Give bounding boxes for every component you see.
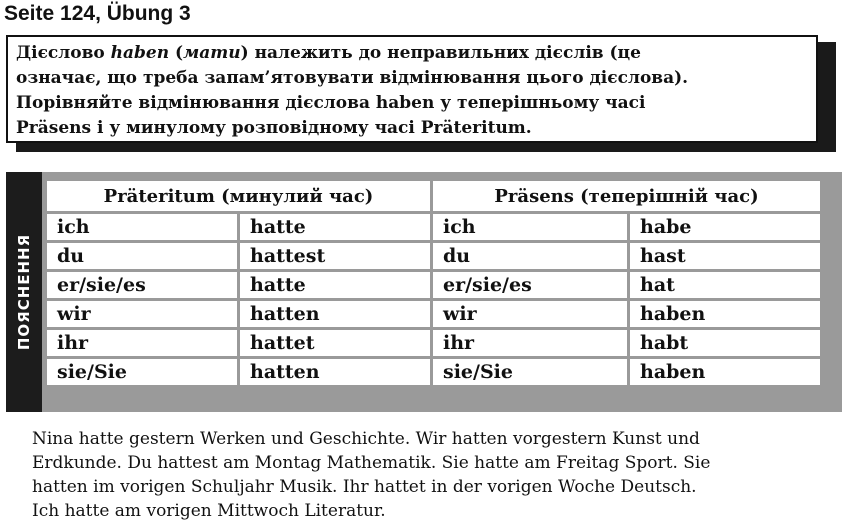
header-prateritum: Präteritum (минулий час): [47, 181, 430, 211]
task-instructions: [6, 35, 818, 143]
pronoun-cell: ich: [47, 214, 237, 240]
table-row: [47, 330, 820, 356]
task-line-4: Präsens і у минулому розповідному часі Präteritum.: [16, 118, 532, 138]
prasens-form-cell: hast: [630, 243, 820, 269]
pronoun-cell: wir: [433, 301, 627, 327]
task-line-2: означає, що треба запам’ятовувати відмінювання цього дієслова).: [16, 68, 689, 88]
table-row: [47, 214, 820, 240]
pronoun-cell: sie/Sie: [47, 359, 237, 385]
table-row: [47, 359, 820, 385]
prateritum-form-cell: hatte: [240, 214, 430, 240]
prateritum-form-cell: hattest: [240, 243, 430, 269]
table-row: [47, 301, 820, 327]
conjugation-table: [44, 178, 823, 388]
prasens-form-cell: hat: [630, 272, 820, 298]
explanation-label: ПОЯСНЕННЯ: [15, 233, 33, 351]
exercise-text: [32, 427, 842, 523]
table-row: [47, 272, 820, 298]
prateritum-form-cell: hattet: [240, 330, 430, 356]
pronoun-cell: ich: [433, 214, 627, 240]
header-prasens: Präsens (теперішній час): [433, 181, 820, 211]
pronoun-cell: er/sie/es: [433, 272, 627, 298]
page-heading: Seite 124, Übung 3: [4, 2, 191, 25]
pronoun-cell: ihr: [47, 330, 237, 356]
text-line: Nina hatte gestern Werken und Geschichte. Wir hatten vorgestern Kunst und: [32, 429, 700, 449]
table-header-row: [47, 181, 820, 211]
text-line: Erdkunde. Du hattest am Montag Mathematik. Sie hatte am Freitag Sport. Sie: [32, 453, 711, 473]
verb-translation: мати: [183, 43, 241, 63]
task-line-3: Порівняйте відмінювання дієслова haben у теперішньому часі: [16, 93, 646, 113]
prateritum-form-cell: hatten: [240, 359, 430, 385]
prateritum-form-cell: hatte: [240, 272, 430, 298]
text-line: hatten im vorigen Schuljahr Musik. Ihr hattet in der vorigen Woche Deutsch.: [32, 477, 697, 497]
pronoun-cell: ihr: [433, 330, 627, 356]
prateritum-form-cell: hatten: [240, 301, 430, 327]
pronoun-cell: du: [47, 243, 237, 269]
pronoun-cell: du: [433, 243, 627, 269]
prasens-form-cell: haben: [630, 301, 820, 327]
prasens-form-cell: habt: [630, 330, 820, 356]
verb-haben: haben: [110, 43, 170, 63]
pronoun-cell: er/sie/es: [47, 272, 237, 298]
prasens-form-cell: habe: [630, 214, 820, 240]
pronoun-cell: sie/Sie: [433, 359, 627, 385]
prasens-form-cell: haben: [630, 359, 820, 385]
task-line-1: Дієслово haben (мати) належить до неправильних дієслів (це: [16, 43, 641, 63]
text-line: Ich hatte am vorigen Mittwoch Literatur.: [32, 501, 386, 521]
table-row: [47, 243, 820, 269]
pronoun-cell: wir: [47, 301, 237, 327]
